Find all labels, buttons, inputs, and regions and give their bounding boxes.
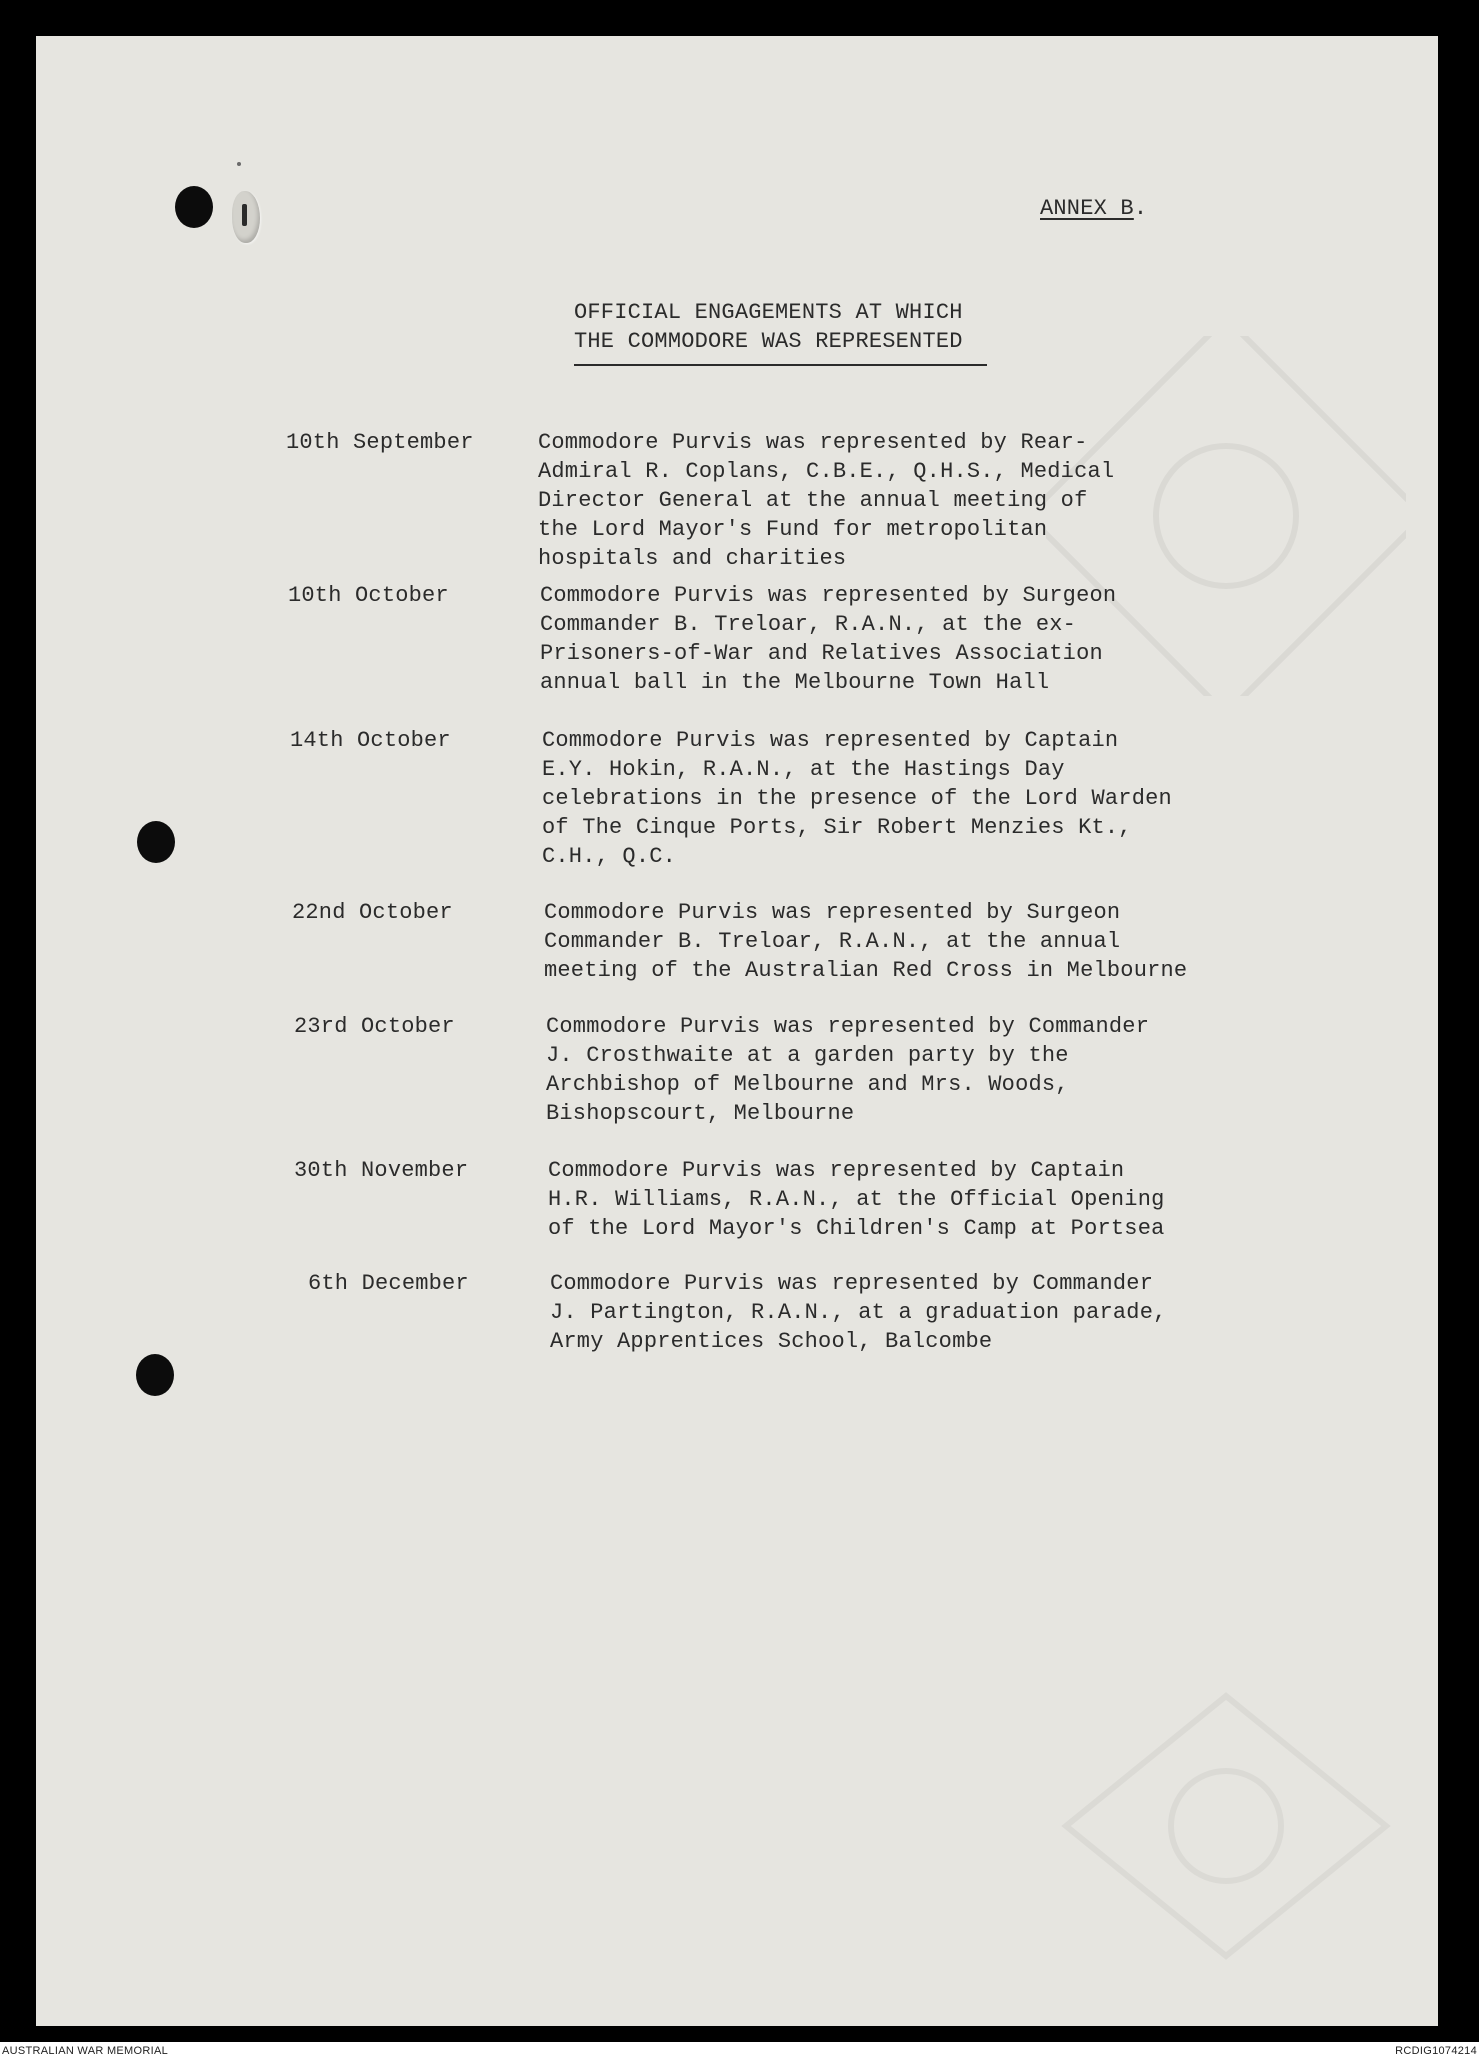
paper-speck bbox=[237, 162, 241, 166]
tear-mark bbox=[242, 204, 247, 226]
engagement-description: Commodore Purvis was represented by Captain H.R. Williams, R.A.N., at the Official Opening of the Lord Mayor's Children's Camp at Portsea bbox=[548, 1158, 1165, 1241]
engagement-date: 14th October bbox=[290, 728, 451, 753]
engagement-date: 23rd October bbox=[294, 1014, 455, 1039]
archive-reference-id: RCDIG1074214 bbox=[1395, 2045, 1477, 2057]
archive-credit: AUSTRALIAN WAR MEMORIAL bbox=[2, 2045, 169, 2057]
document-heading bbox=[574, 298, 1034, 356]
punch-hole-top bbox=[175, 186, 213, 228]
engagement-description: Commodore Purvis was represented by Commander J. Crosthwaite at a garden party by the Archbishop of Melbourne and Mrs. Woods, Bishopscourt, Melbourne bbox=[546, 1014, 1150, 1126]
punch-hole-bottom bbox=[136, 1354, 174, 1396]
engagement-date: 6th December bbox=[308, 1271, 469, 1296]
heading-underline bbox=[574, 364, 987, 366]
annex-label: ANNEX B bbox=[1040, 196, 1134, 221]
engagement-description: Commodore Purvis was represented by Surgeon Commander B. Treloar, R.A.N., at the annual meeting of the Australian Red Cross in Melbourne bbox=[544, 900, 1188, 983]
engagement-description: Commodore Purvis was represented by Surgeon Commander B. Treloar, R.A.N., at the ex- Prisoners-of-War and Relatives Association annual ball in the Melbourne Town Hall bbox=[540, 583, 1117, 695]
engagement-description: Commodore Purvis was represented by Captain E.Y. Hokin, R.A.N., at the Hastings Day celebrations in the presence of the Lord Warden of The Cinque Ports, Sir Robert Menzies Kt., C.H., Q.C. bbox=[542, 728, 1172, 869]
paper-watermark-bottom bbox=[1046, 1676, 1406, 1976]
heading-line-2: THE COMMODORE WAS REPRESENTED bbox=[574, 329, 963, 354]
engagement-description: Commodore Purvis was represented by Rear- Admiral R. Coplans, C.B.E., Q.H.S., Medical Director General at the annual meeting of the Lord Mayor's Fund for metropolitan hospitals and charities bbox=[538, 430, 1115, 571]
engagement-date: 22nd October bbox=[292, 900, 453, 925]
document-page bbox=[36, 36, 1438, 2026]
annex-period: . bbox=[1133, 196, 1148, 221]
engagement-date: 30th November bbox=[294, 1158, 469, 1183]
engagement-date: 10th October bbox=[288, 583, 449, 608]
punch-hole-middle bbox=[137, 821, 175, 863]
heading-line-1: OFFICIAL ENGAGEMENTS AT WHICH bbox=[574, 300, 963, 325]
engagement-description: Commodore Purvis was represented by Commander J. Partington, R.A.N., at a graduation parade, Army Apprentices School, Balcombe bbox=[550, 1271, 1167, 1354]
annex-reference bbox=[1040, 194, 1147, 223]
engagement-date: 10th September bbox=[286, 430, 474, 455]
